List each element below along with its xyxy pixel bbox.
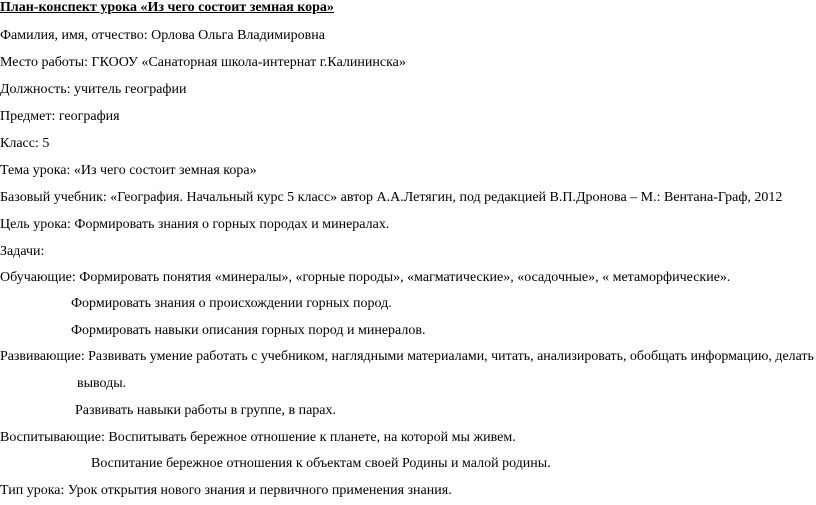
subject-line: Предмет: география	[0, 109, 120, 124]
upbringing-task-line-2: Воспитание бережное отношения к объектам своей Родины и малой родины.	[91, 456, 551, 471]
tasks-heading: Задачи:	[0, 244, 45, 259]
position-line: Должность: учитель географии	[0, 82, 187, 97]
lesson-type-line: Тип урока: Урок открытия нового знания и первичного применения знания.	[0, 483, 452, 498]
educational-task-line-2: Формировать знания о происхождении горных пород.	[71, 296, 392, 311]
lesson-goal-line: Цель урока: Формировать знания о горных породах и минералах.	[0, 217, 390, 232]
educational-task-line: Обучающие: Формировать понятия «минералы», «горные породы», «магматические», «осадочные», « метаморфические».	[0, 270, 731, 285]
educational-task-line-3: Формировать навыки описания горных пород и минералов.	[71, 323, 426, 338]
document-title: План-конспект урока «Из чего состоит земная кора»	[0, 0, 334, 15]
upbringing-task-line: Воспитывающие: Воспитывать бережное отношение к планете, на которой мы живем.	[0, 430, 516, 445]
textbook-line: Базовый учебник: «География. Начальный курс 5 класс» автор А.А.Летягин, под редакцией В.П.Дронова – М.: Вентана-Граф, 2012	[0, 190, 783, 205]
teacher-name-line: Фамилия, имя, отчество: Орлова Ольга Владимировна	[0, 28, 325, 43]
developmental-task-line-2: Развивать навыки работы в группе, в парах.	[75, 403, 337, 418]
lesson-topic-line: Тема урока: «Из чего состоит земная кора»	[0, 163, 257, 178]
developmental-task-line: Развивающие: Развивать умение работать с учебником, наглядными материалами, читать, анализировать, обобщать информацию, делать	[0, 349, 814, 364]
grade-line: Класс: 5	[0, 136, 50, 151]
developmental-task-continuation: выводы.	[77, 376, 127, 391]
workplace-line: Место работы: ГКООУ «Санаторная школа-интернат г.Калининска»	[0, 55, 406, 70]
